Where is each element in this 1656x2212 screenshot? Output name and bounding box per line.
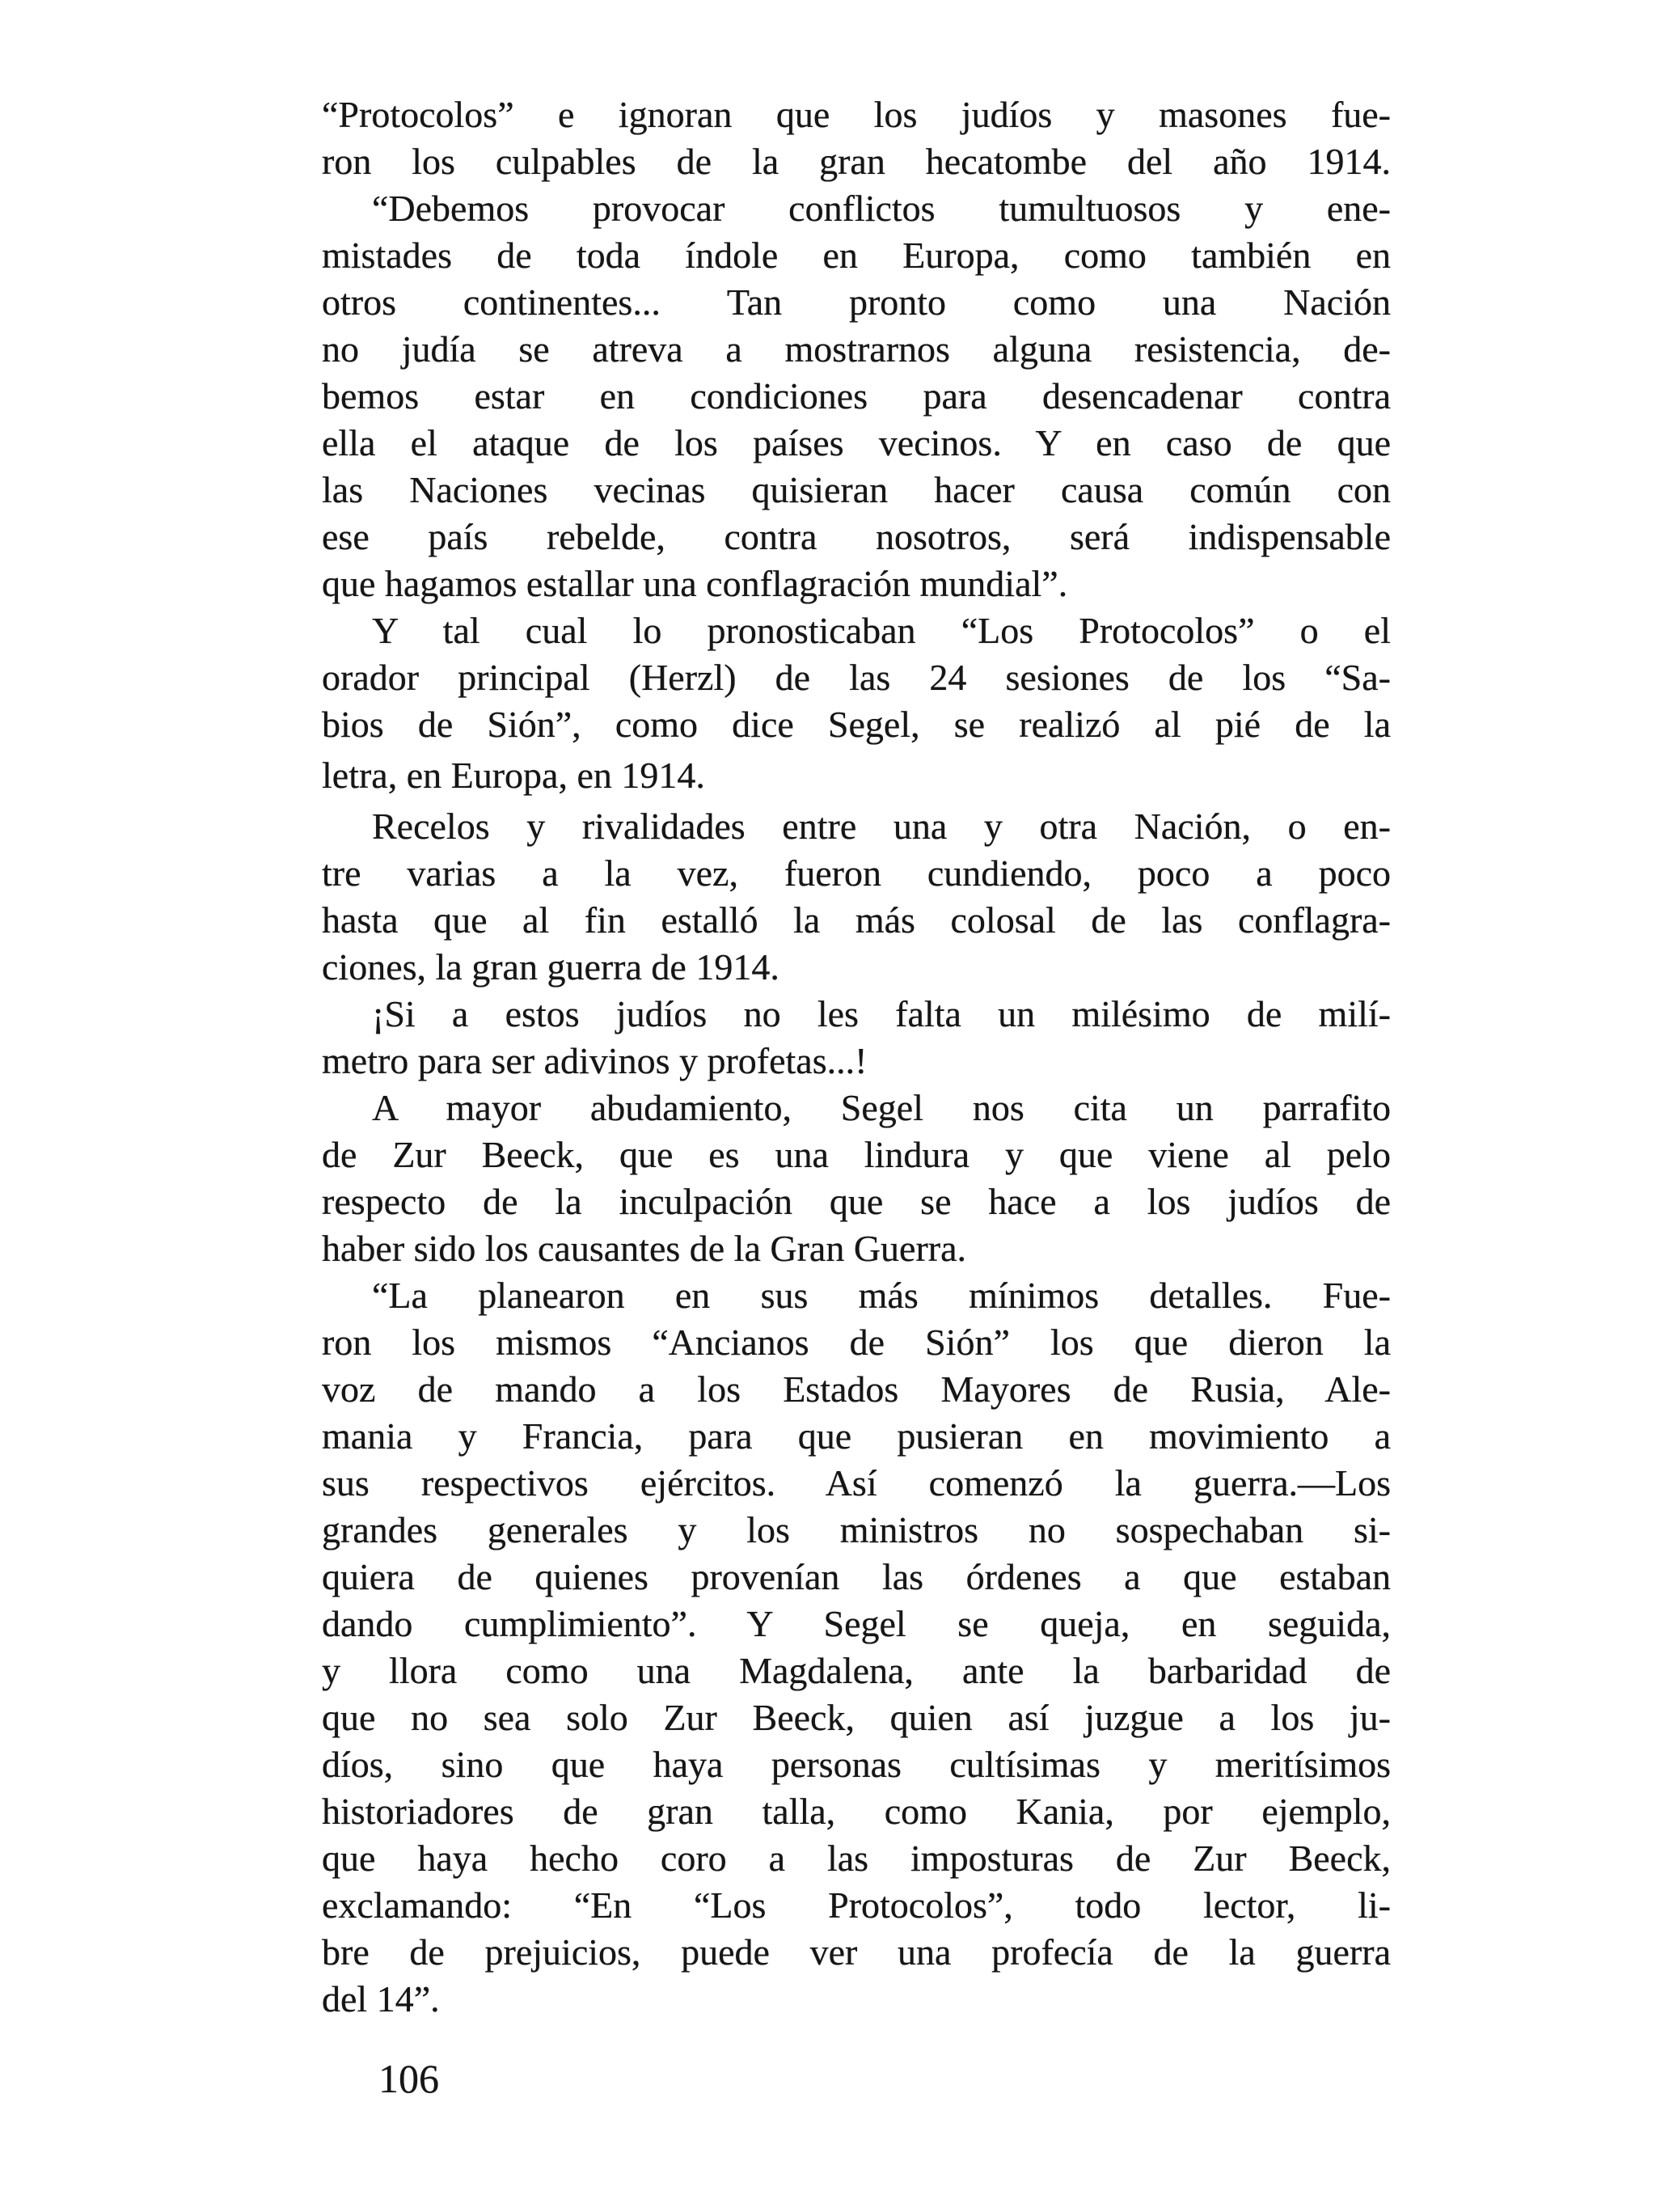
text-line: exclamando: “En “Los Protocolos”, todo lector, li- [322,1884,1391,1926]
text-line: las Naciones vecinas quisieran hacer causa común con [322,469,1391,510]
text-line: ese país rebelde, contra nosotros, será indispensable [322,516,1391,557]
text-line: Recelos y rivalidades entre una y otra Nación, o en- [372,806,1391,847]
text-line: orador principal (Herzl) de las 24 sesiones de los “Sa- [322,657,1391,698]
text-line: “La planearon en sus más mínimos detalles. Fue- [372,1275,1391,1316]
text-line: historiadores de gran talla, como Kania, por ejemplo, [322,1791,1391,1832]
text-line: dando cumplimiento”. Y Segel se queja, en seguida, [322,1603,1391,1644]
text-line: no judía se atreva a mostrarnos alguna resistencia, de- [322,328,1391,370]
text-line: que haya hecho coro a las imposturas de Zur Beeck, [322,1838,1391,1879]
text-line: ella el ataque de los países vecinos. Y en caso de que [322,422,1391,463]
text-line: que no sea solo Zur Beeck, quien así juzgue a los ju- [322,1697,1391,1738]
text-line: hasta que al fin estalló la más colosal de las conflagra- [322,899,1391,941]
text-line: “Protocolos” e ignoran que los judíos y masones fue- [322,94,1391,135]
text-line: mania y Francia, para que pusieran en movimiento a [322,1415,1391,1457]
text-line: sus respectivos ejércitos. Así comenzó la guerra.—Los [322,1462,1391,1504]
text-line: Y tal cual lo pronosticaban “Los Protocolos” o el [372,610,1391,651]
text-line: grandes generales y los ministros no sospechaban si- [322,1509,1391,1550]
text-line: y llora como una Magdalena, ante la barbaridad de [322,1650,1391,1691]
text-line: haber sido los causantes de la Gran Guerra. [322,1228,967,1269]
text-line: que hagamos estallar una conflagración mundial”. [322,563,1068,604]
text-line: ciones, la gran guerra de 1914. [322,946,779,988]
text-line: tre varias a la vez, fueron cundiendo, poco a poco [322,852,1391,894]
text-line: de Zur Beeck, que es una lindura y que viene al pelo [322,1134,1391,1175]
text-line: ¡Si a estos judíos no les falta un milésimo de milí- [372,993,1391,1034]
text-line: letra, en Europa, en 1914. [322,755,705,796]
text-line: respecto de la inculpación que se hace a los judíos de [322,1181,1391,1222]
text-line: quiera de quienes provenían las órdenes a que estaban [322,1556,1391,1597]
text-line: ron los mismos “Ancianos de Sión” los que dieron la [322,1322,1391,1363]
text-line: ron los culpables de la gran hecatombe del año 1914. [322,141,1391,182]
text-line: metro para ser adivinos y profetas...! [322,1040,868,1081]
text-line: bemos estar en condiciones para desencadenar contra [322,375,1391,417]
text-line: bre de prejuicios, puede ver una profecía de la guerra [322,1931,1391,1973]
text-line: otros continentes... Tan pronto como una Nación [322,281,1391,323]
text-line: voz de mando a los Estados Mayores de Rusia, Ale- [322,1368,1391,1410]
text-line: del 14”. [322,1978,440,2020]
text-line: “Debemos provocar conflictos tumultuosos y ene- [372,188,1391,229]
text-line: mistades de toda índole en Europa, como también en [322,235,1391,276]
text-line: bios de Sión”, como dice Segel, se realizó al pié de la [322,704,1391,745]
page-number: 106 [378,2056,439,2101]
text-line: A mayor abudamiento, Segel nos cita un parrafito [372,1087,1391,1128]
text-line: díos, sino que haya personas cultísimas y meritísimos [322,1744,1391,1785]
